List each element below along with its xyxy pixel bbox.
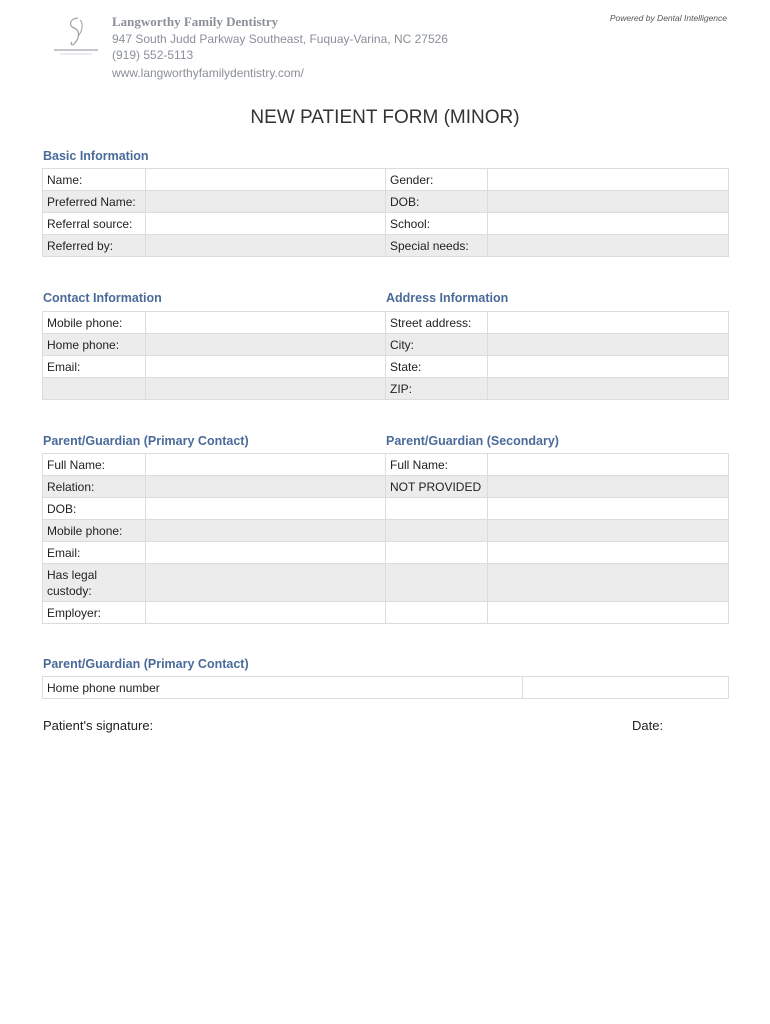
basic-info-heading: Basic Information bbox=[43, 149, 149, 163]
table-row bbox=[43, 498, 729, 520]
preferred-name-label: Preferred Name: bbox=[43, 191, 146, 213]
empty-label bbox=[43, 378, 146, 400]
table-row bbox=[43, 356, 729, 378]
secondary-empty-label bbox=[386, 498, 488, 520]
mobile-phone-label: Mobile phone: bbox=[43, 312, 146, 334]
form-title: NEW PATIENT FORM (MINOR) bbox=[250, 107, 520, 128]
referral-source-label: Referral source: bbox=[43, 213, 146, 235]
secondary-empty-field[interactable] bbox=[488, 520, 729, 542]
special-needs-field[interactable] bbox=[488, 235, 729, 257]
address-info-heading: Address Information bbox=[386, 291, 509, 305]
table-row bbox=[43, 191, 729, 213]
secondary-full-name-label: Full Name: bbox=[386, 454, 488, 476]
table-row bbox=[43, 542, 729, 564]
email-label: Email: bbox=[43, 356, 146, 378]
table-row bbox=[43, 334, 729, 356]
guardian-table bbox=[42, 453, 729, 624]
gender-label: Gender: bbox=[386, 169, 488, 191]
table-row bbox=[43, 169, 729, 191]
practice-name: Langworthy Family Dentistry bbox=[112, 14, 279, 29]
table-row bbox=[43, 213, 729, 235]
table-row bbox=[43, 520, 729, 542]
dob-field[interactable] bbox=[488, 191, 729, 213]
empty-field bbox=[146, 378, 386, 400]
employer-label: Employer: bbox=[43, 602, 146, 624]
school-field[interactable] bbox=[488, 213, 729, 235]
state-field[interactable] bbox=[488, 356, 729, 378]
guardian-secondary-heading: Parent/Guardian (Secondary) bbox=[386, 434, 559, 448]
secondary-empty-label bbox=[386, 564, 488, 602]
email-field[interactable] bbox=[146, 356, 386, 378]
table-row bbox=[43, 602, 729, 624]
referral-source-field[interactable] bbox=[146, 213, 386, 235]
not-provided-text: NOT PROVIDED bbox=[386, 476, 488, 498]
date-label: Date: bbox=[632, 718, 664, 733]
secondary-empty-label bbox=[386, 520, 488, 542]
legal-custody-label: Has legal custody: bbox=[43, 564, 146, 602]
referred-by-label: Referred by: bbox=[43, 235, 146, 257]
employer-field[interactable] bbox=[146, 602, 386, 624]
city-field[interactable] bbox=[488, 334, 729, 356]
practice-address: 947 South Judd Parkway Southeast, Fuquay-Varina, NC 27526 bbox=[112, 32, 448, 46]
name-label: Name: bbox=[43, 169, 146, 191]
home-phone-field[interactable] bbox=[146, 334, 386, 356]
relation-label: Relation: bbox=[43, 476, 146, 498]
patient-signature-label: Patient's signature: bbox=[43, 718, 154, 733]
guardian-extra-table bbox=[42, 676, 729, 699]
table-row bbox=[43, 378, 729, 400]
special-needs-label: Special needs: bbox=[386, 235, 488, 257]
secondary-empty-field[interactable] bbox=[488, 542, 729, 564]
zip-field[interactable] bbox=[488, 378, 729, 400]
contact-info-heading: Contact Information bbox=[43, 291, 162, 305]
guardian-extra-heading: Parent/Guardian (Primary Contact) bbox=[43, 657, 249, 671]
secondary-empty-field[interactable] bbox=[488, 498, 729, 520]
primary-full-name-field[interactable] bbox=[146, 454, 386, 476]
dob-label: DOB: bbox=[386, 191, 488, 213]
city-label: City: bbox=[386, 334, 488, 356]
name-field[interactable] bbox=[146, 169, 386, 191]
street-address-field[interactable] bbox=[488, 312, 729, 334]
home-phone-number-field[interactable] bbox=[523, 677, 729, 699]
contact-info-table bbox=[42, 311, 729, 400]
secondary-empty-label bbox=[386, 602, 488, 624]
practice-website[interactable]: www.langworthyfamilydentistry.com/ bbox=[112, 66, 304, 80]
table-row bbox=[43, 454, 729, 476]
mobile-phone-field[interactable] bbox=[146, 312, 386, 334]
primary-full-name-label: Full Name: bbox=[43, 454, 146, 476]
table-row bbox=[43, 312, 729, 334]
secondary-empty-field[interactable] bbox=[488, 564, 729, 602]
powered-by: Powered by Dental Intelligence bbox=[609, 13, 727, 23]
basic-info-table bbox=[42, 168, 729, 257]
legal-custody-field[interactable] bbox=[146, 564, 386, 602]
guardian-primary-heading: Parent/Guardian (Primary Contact) bbox=[43, 434, 249, 448]
zip-label: ZIP: bbox=[386, 378, 488, 400]
relation-field[interactable] bbox=[146, 476, 386, 498]
home-phone-label: Home phone: bbox=[43, 334, 146, 356]
primary-dob-field[interactable] bbox=[146, 498, 386, 520]
primary-email-label: Email: bbox=[43, 542, 146, 564]
primary-dob-label: DOB: bbox=[43, 498, 146, 520]
primary-mobile-phone-label: Mobile phone: bbox=[43, 520, 146, 542]
preferred-name-field[interactable] bbox=[146, 191, 386, 213]
home-phone-number-label: Home phone number bbox=[43, 677, 523, 699]
practice-logo bbox=[50, 14, 102, 58]
primary-mobile-phone-field[interactable] bbox=[146, 520, 386, 542]
primary-email-field[interactable] bbox=[146, 542, 386, 564]
practice-phone: (919) 552-5113 bbox=[112, 48, 194, 62]
state-label: State: bbox=[386, 356, 488, 378]
street-address-label: Street address: bbox=[386, 312, 488, 334]
table-row bbox=[43, 476, 729, 498]
table-row bbox=[43, 235, 729, 257]
secondary-relation-field[interactable] bbox=[488, 476, 729, 498]
secondary-full-name-field[interactable] bbox=[488, 454, 729, 476]
table-row bbox=[43, 677, 729, 699]
gender-field[interactable] bbox=[488, 169, 729, 191]
secondary-empty-label bbox=[386, 542, 488, 564]
school-label: School: bbox=[386, 213, 488, 235]
secondary-empty-field[interactable] bbox=[488, 602, 729, 624]
referred-by-field[interactable] bbox=[146, 235, 386, 257]
table-row bbox=[43, 564, 729, 602]
